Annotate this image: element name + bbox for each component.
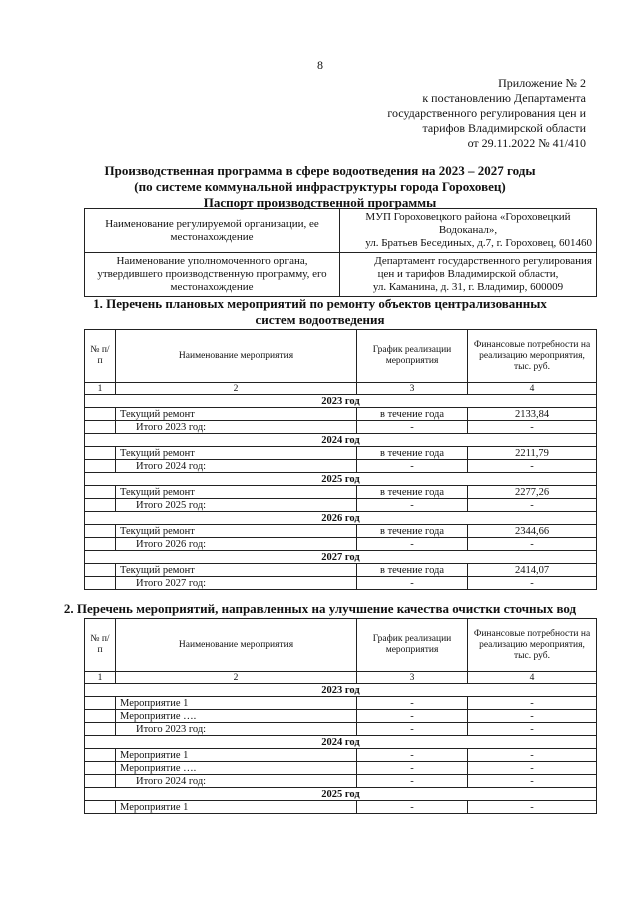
total-schedule: - bbox=[357, 723, 468, 736]
year-label: 2023 год bbox=[85, 684, 597, 697]
item-name: Текущий ремонт bbox=[116, 447, 357, 460]
num-cell bbox=[85, 460, 116, 473]
item-name: Мероприятие 1 bbox=[116, 801, 357, 814]
item-name: Текущий ремонт bbox=[116, 408, 357, 421]
year-row bbox=[85, 512, 597, 525]
table-row bbox=[85, 749, 597, 762]
section2-table bbox=[84, 618, 597, 814]
item-name: Текущий ремонт bbox=[116, 525, 357, 538]
header-schedule: График реализации мероприятия bbox=[357, 330, 468, 383]
num-cell bbox=[85, 801, 116, 814]
appendix-block bbox=[387, 76, 586, 151]
total-finance: - bbox=[468, 421, 597, 434]
item-finance: 2211,79 bbox=[468, 447, 597, 460]
section1-title bbox=[0, 296, 640, 328]
item-finance: 2414,07 bbox=[468, 564, 597, 577]
index-cell: 3 bbox=[357, 383, 468, 395]
table-row bbox=[85, 710, 597, 723]
title-line: Производственная программа в сфере водоотведения на 2023 – 2027 годы bbox=[104, 163, 536, 178]
item-name: Мероприятие …. bbox=[116, 710, 357, 723]
total-schedule: - bbox=[357, 460, 468, 473]
header-name: Наименование мероприятия bbox=[116, 619, 357, 672]
year-label: 2026 год bbox=[85, 512, 597, 525]
item-schedule: - bbox=[357, 710, 468, 723]
total-finance: - bbox=[468, 723, 597, 736]
appendix-line: государственного регулирования цен и bbox=[387, 106, 586, 120]
item-name: Мероприятие …. bbox=[116, 762, 357, 775]
total-label: Итого 2024 год: bbox=[116, 775, 357, 788]
num-cell bbox=[85, 564, 116, 577]
table-header-row bbox=[85, 330, 597, 383]
section2-title: 2. Перечень мероприятий, направленных на улучшение качества очистки сточных вод bbox=[63, 601, 577, 616]
year-label: 2024 год bbox=[85, 434, 597, 447]
table-row bbox=[85, 762, 597, 775]
total-schedule: - bbox=[357, 538, 468, 551]
year-label: 2027 год bbox=[85, 551, 597, 564]
item-schedule: в течение года bbox=[357, 564, 468, 577]
total-row bbox=[85, 460, 597, 473]
item-finance: 2344,66 bbox=[468, 525, 597, 538]
passport-row-org bbox=[85, 209, 597, 253]
total-schedule: - bbox=[357, 577, 468, 590]
year-label: 2024 год bbox=[85, 736, 597, 749]
index-cell: 1 bbox=[85, 383, 116, 395]
total-label: Итого 2023 год: bbox=[116, 723, 357, 736]
year-row bbox=[85, 473, 597, 486]
item-schedule: - bbox=[357, 801, 468, 814]
header-name: Наименование мероприятия bbox=[116, 330, 357, 383]
total-row bbox=[85, 421, 597, 434]
total-label: Итого 2023 год: bbox=[116, 421, 357, 434]
item-name: Текущий ремонт bbox=[116, 564, 357, 577]
org-value bbox=[340, 209, 597, 253]
num-cell bbox=[85, 499, 116, 512]
header-num: № п/п bbox=[85, 619, 116, 672]
table-row bbox=[85, 564, 597, 577]
org-name-2: Водоканал», bbox=[438, 224, 498, 236]
year-label: 2023 год bbox=[85, 395, 597, 408]
index-cell: 2 bbox=[116, 383, 357, 395]
table-row bbox=[85, 525, 597, 538]
total-finance: - bbox=[468, 577, 597, 590]
total-row bbox=[85, 723, 597, 736]
appendix-line: тарифов Владимирской области bbox=[422, 121, 586, 135]
header-finance: Финансовые потребности на реализацию мероприятия, тыс. руб. bbox=[468, 330, 597, 383]
item-finance: 2133,84 bbox=[468, 408, 597, 421]
header-schedule: График реализации мероприятия bbox=[357, 619, 468, 672]
item-finance: - bbox=[468, 762, 597, 775]
table-row bbox=[85, 486, 597, 499]
index-cell: 4 bbox=[468, 672, 597, 684]
page-number: 8 bbox=[317, 58, 323, 72]
appendix-line: Приложение № 2 bbox=[498, 76, 586, 90]
total-label: Итого 2026 год: bbox=[116, 538, 357, 551]
item-schedule: - bbox=[357, 697, 468, 710]
num-cell bbox=[85, 408, 116, 421]
authority-label: Наименование уполномоченного органа, утвердившего производственную программу, его местонахождение bbox=[85, 253, 340, 297]
total-finance: - bbox=[468, 775, 597, 788]
section1-title-line1: 1. Перечень плановых мероприятий по ремонту объектов централизованных bbox=[93, 296, 547, 311]
total-row bbox=[85, 538, 597, 551]
index-cell: 4 bbox=[468, 383, 597, 395]
passport-table bbox=[84, 208, 597, 297]
num-cell bbox=[85, 723, 116, 736]
item-name: Мероприятие 1 bbox=[116, 697, 357, 710]
index-cell: 3 bbox=[357, 672, 468, 684]
title-line: (по системе коммунальной инфраструктуры города Гороховец) bbox=[134, 179, 506, 194]
year-label: 2025 год bbox=[85, 473, 597, 486]
item-schedule: - bbox=[357, 749, 468, 762]
year-row bbox=[85, 551, 597, 564]
total-schedule: - bbox=[357, 499, 468, 512]
year-row bbox=[85, 684, 597, 697]
header-num: № п/п bbox=[85, 330, 116, 383]
num-cell bbox=[85, 525, 116, 538]
total-label: Итого 2024 год: bbox=[116, 460, 357, 473]
year-row bbox=[85, 788, 597, 801]
authority-value bbox=[340, 253, 597, 297]
item-name: Мероприятие 1 bbox=[116, 749, 357, 762]
total-finance: - bbox=[468, 499, 597, 512]
total-finance: - bbox=[468, 460, 597, 473]
item-schedule: в течение года bbox=[357, 447, 468, 460]
title-line: Паспорт производственной программы bbox=[203, 195, 437, 210]
table-row bbox=[85, 447, 597, 460]
appendix-line: к постановлению Департамента bbox=[422, 91, 586, 105]
num-cell bbox=[85, 486, 116, 499]
table-row bbox=[85, 697, 597, 710]
column-index-row bbox=[85, 383, 597, 395]
total-label: Итого 2027 год: bbox=[116, 577, 357, 590]
column-index-row bbox=[85, 672, 597, 684]
num-cell bbox=[85, 762, 116, 775]
header-finance: Финансовые потребности на реализацию мероприятия, тыс. руб. bbox=[468, 619, 597, 672]
year-row bbox=[85, 736, 597, 749]
num-cell bbox=[85, 697, 116, 710]
org-label: Наименование регулируемой организации, ее местонахождение bbox=[85, 209, 340, 253]
num-cell bbox=[85, 710, 116, 723]
item-name: Текущий ремонт bbox=[116, 486, 357, 499]
item-finance: - bbox=[468, 749, 597, 762]
item-finance: - bbox=[468, 697, 597, 710]
num-cell bbox=[85, 577, 116, 590]
total-row bbox=[85, 499, 597, 512]
authority-name-2: цен и тарифов Владимирской области, bbox=[377, 268, 559, 280]
num-cell bbox=[85, 749, 116, 762]
total-schedule: - bbox=[357, 421, 468, 434]
total-label: Итого 2025 год: bbox=[116, 499, 357, 512]
passport-row-authority bbox=[85, 253, 597, 297]
num-cell bbox=[85, 775, 116, 788]
authority-address: ул. Каманина, д. 31, г. Владимир, 600009 bbox=[372, 281, 564, 293]
table-row bbox=[85, 801, 597, 814]
num-cell bbox=[85, 447, 116, 460]
year-row bbox=[85, 395, 597, 408]
item-finance: 2277,26 bbox=[468, 486, 597, 499]
item-schedule: в течение года bbox=[357, 408, 468, 421]
table-row bbox=[85, 408, 597, 421]
section1-table bbox=[84, 329, 597, 590]
year-row bbox=[85, 434, 597, 447]
item-schedule: - bbox=[357, 762, 468, 775]
org-address: ул. Братьев Бесединых, д.7, г. Гороховец, 601460 bbox=[365, 237, 592, 249]
authority-name-1: Департамент государственного регулирования bbox=[374, 255, 592, 267]
total-row bbox=[85, 775, 597, 788]
year-label: 2025 год bbox=[85, 788, 597, 801]
num-cell bbox=[85, 421, 116, 434]
appendix-line: от 29.11.2022 № 41/410 bbox=[467, 136, 586, 150]
total-row bbox=[85, 577, 597, 590]
index-cell: 1 bbox=[85, 672, 116, 684]
section1-title-line2: систем водоотведения bbox=[255, 312, 385, 327]
document-title bbox=[0, 163, 640, 211]
table-header-row bbox=[85, 619, 597, 672]
item-schedule: в течение года bbox=[357, 486, 468, 499]
item-finance: - bbox=[468, 710, 597, 723]
num-cell bbox=[85, 538, 116, 551]
item-schedule: в течение года bbox=[357, 525, 468, 538]
total-schedule: - bbox=[357, 775, 468, 788]
org-name-1: МУП Гороховецкого района «Гороховецкий bbox=[365, 211, 571, 223]
item-finance: - bbox=[468, 801, 597, 814]
total-finance: - bbox=[468, 538, 597, 551]
index-cell: 2 bbox=[116, 672, 357, 684]
